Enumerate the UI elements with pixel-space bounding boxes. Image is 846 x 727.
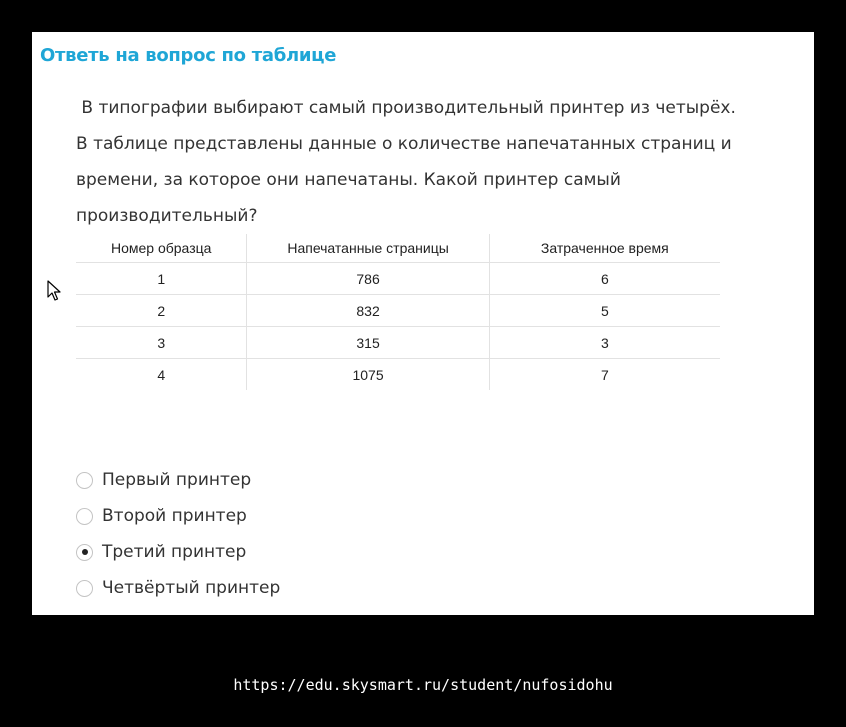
table-cell: 315 bbox=[247, 327, 489, 359]
table-cell: 7 bbox=[489, 359, 720, 391]
table-cell: 5 bbox=[489, 295, 720, 327]
table-header-row bbox=[76, 234, 720, 263]
table-cell: 1 bbox=[76, 263, 247, 295]
column-header-sample-number: Номер образца bbox=[76, 234, 247, 263]
table-cell: 832 bbox=[247, 295, 489, 327]
table-row bbox=[76, 263, 720, 295]
answer-option-first[interactable] bbox=[76, 462, 280, 498]
table-cell: 1075 bbox=[247, 359, 489, 391]
table-cell: 2 bbox=[76, 295, 247, 327]
answer-option-third[interactable] bbox=[76, 534, 280, 570]
answer-option-second[interactable] bbox=[76, 498, 280, 534]
radio-checked-icon[interactable] bbox=[76, 544, 93, 561]
radio-unchecked-icon[interactable] bbox=[76, 508, 93, 525]
page-url: https://edu.skysmart.ru/student/nufosidohu bbox=[233, 676, 613, 694]
task-title: Ответь на вопрос по таблице bbox=[40, 45, 337, 66]
table-cell: 3 bbox=[76, 327, 247, 359]
column-header-printed-pages: Напечатанные страницы bbox=[247, 234, 489, 263]
answer-option-label: Первый принтер bbox=[102, 470, 252, 490]
radio-unchecked-icon[interactable] bbox=[76, 580, 93, 597]
answer-option-label: Четвёртый принтер bbox=[102, 578, 281, 598]
task-card bbox=[32, 32, 814, 615]
radio-unchecked-icon[interactable] bbox=[76, 472, 93, 489]
mouse-pointer-icon bbox=[47, 280, 61, 302]
answer-option-label: Третий принтер bbox=[102, 542, 247, 562]
table-cell: 786 bbox=[247, 263, 489, 295]
table-row bbox=[76, 359, 720, 391]
table-row bbox=[76, 327, 720, 359]
answer-option-fourth[interactable] bbox=[76, 570, 280, 606]
question-text: В типографии выбирают самый производительный принтер из четырёх. В таблице представлены данные о количестве напечатанных страниц и времени, за которое они напечатаны. Какой принтер самый производительный? bbox=[76, 98, 742, 226]
answer-options bbox=[76, 462, 280, 606]
table-cell: 6 bbox=[489, 263, 720, 295]
table-cell: 3 bbox=[489, 327, 720, 359]
data-table bbox=[76, 234, 720, 390]
answer-option-label: Второй принтер bbox=[102, 506, 247, 526]
table-cell: 4 bbox=[157, 366, 166, 383]
column-header-time-spent: Затраченное время bbox=[489, 234, 720, 263]
table-row bbox=[76, 295, 720, 327]
